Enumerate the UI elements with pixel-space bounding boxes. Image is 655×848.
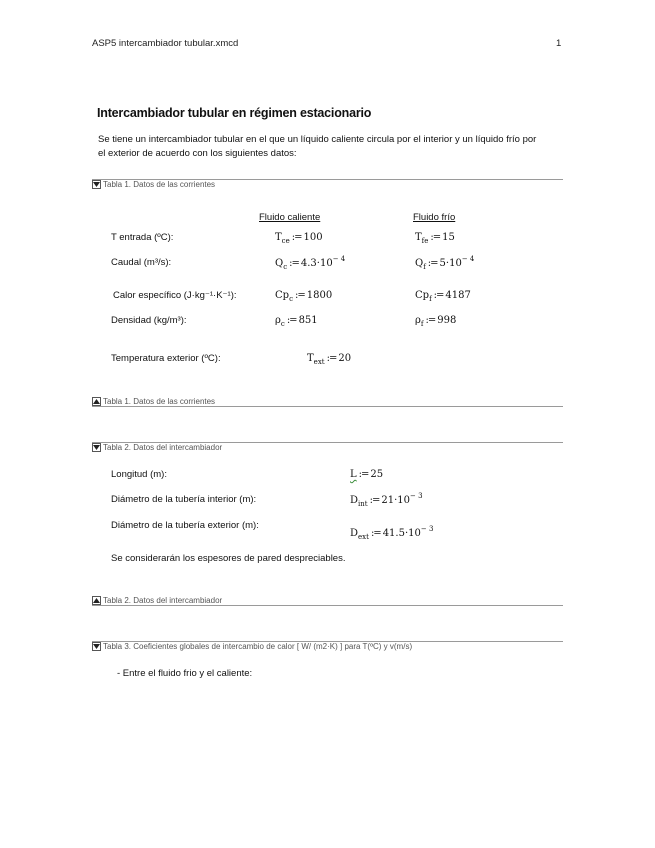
math-region-dext[interactable] — [350, 525, 433, 541]
assign-operator: := — [370, 528, 381, 539]
variable-subscript: ext — [313, 358, 325, 366]
region-label-text: Tabla 1. Datos de las corrientes — [103, 397, 216, 406]
expand-triangle-up-icon[interactable] — [92, 596, 101, 605]
column-header-cold: Fluido frío — [413, 212, 456, 223]
math-region-text[interactable] — [307, 353, 351, 366]
variable-value: 1800 — [306, 290, 333, 301]
variable-subscript: c — [283, 263, 288, 271]
math-region-dint[interactable] — [350, 492, 423, 508]
variable-exponent: − 4 — [461, 255, 475, 263]
column-header-hot: Fluido caliente — [259, 212, 321, 223]
variable-value: 4187 — [445, 290, 471, 301]
variable-symbol: L — [350, 469, 357, 480]
variable-exponent: − 3 — [409, 492, 423, 500]
bullet-cold-hot-exchange: - Entre el fluido frio y el caliente: — [117, 668, 253, 679]
row-label-inner-diameter: Diámetro de la tubería interior (m): — [111, 494, 257, 505]
variable-value: 100 — [303, 232, 323, 243]
assign-operator: := — [326, 353, 337, 364]
region-divider — [92, 406, 563, 407]
variable-subscript: int — [358, 500, 368, 508]
variable-exponent: − 3 — [420, 525, 434, 533]
row-label-external-temperature: Temperatura exterior (ºC): — [111, 353, 221, 364]
region-header-table2[interactable] — [92, 443, 222, 452]
variable-subscript: fe — [421, 237, 429, 245]
math-region-qc[interactable] — [275, 255, 345, 271]
region-label-text: Tabla 3. Coeficientes globales de intercambio de calor [ W/ (m2·K) ] para T(ºC) y v(m/s) — [103, 642, 413, 651]
variable-value: 25 — [370, 469, 384, 480]
region-header-table1[interactable] — [92, 180, 215, 189]
variable-symbol: Q — [415, 258, 424, 269]
assign-operator: := — [433, 290, 444, 301]
page-title: Intercambiador tubular en régimen estacionario — [97, 106, 372, 120]
row-label-outer-diameter: Diámetro de la tubería exterior (m): — [111, 520, 259, 531]
page-number: 1 — [556, 38, 562, 49]
collapse-triangle-down-icon[interactable] — [92, 642, 101, 651]
region-label-text: Tabla 2. Datos del intercambiador — [103, 443, 223, 452]
row-label-length: Longitud (m): — [111, 469, 167, 480]
math-region-cpf[interactable] — [415, 290, 471, 303]
variable-symbol: T — [307, 353, 314, 364]
assign-operator: := — [286, 315, 297, 326]
assign-operator: := — [369, 495, 380, 506]
variable-value: 20 — [338, 353, 352, 364]
assign-operator: := — [427, 258, 438, 269]
variable-subscript: c — [280, 320, 285, 328]
variable-subscript: f — [423, 263, 426, 271]
variable-subscript: ext — [358, 533, 369, 541]
math-region-length[interactable] — [350, 469, 383, 480]
row-label-flow-rate: Caudal (m³/s): — [111, 257, 172, 268]
variable-exponent: − 4 — [332, 255, 346, 263]
collapse-triangle-down-icon[interactable] — [92, 180, 101, 189]
variable-symbol: D — [350, 495, 359, 506]
region-header-table3[interactable] — [92, 642, 412, 651]
math-region-rhoc[interactable] — [275, 315, 318, 328]
variable-symbol: T — [275, 232, 282, 243]
region-footer-table2[interactable] — [92, 596, 222, 605]
variable-symbol: Cp — [275, 290, 290, 301]
math-region-tce[interactable] — [275, 232, 323, 245]
collapse-triangle-down-icon[interactable] — [92, 443, 101, 452]
variable-symbol: T — [415, 232, 422, 243]
document-filename: ASP5 intercambiador tubular.xmcd — [92, 38, 239, 49]
intro-paragraph: Se tiene un intercambiador tubular en el que un líquido caliente circula por el interior y un líquido frío por el exterior de acuerdo con los siguientes datos: — [98, 134, 537, 159]
region-footer-table1[interactable] — [92, 397, 215, 406]
variable-value: 15 — [442, 232, 455, 243]
variable-value: 41.5·10 — [382, 528, 421, 539]
row-label-density: Densidad (kg/m³): — [111, 315, 187, 326]
variable-value: 998 — [437, 315, 457, 326]
variable-value: 851 — [298, 315, 318, 326]
region-divider — [92, 605, 563, 606]
assign-operator: := — [289, 258, 299, 269]
variable-value: 21·10 — [381, 495, 410, 506]
assign-operator: := — [430, 232, 441, 243]
row-label-inlet-temperature: T entrada (ºC): — [111, 232, 174, 243]
assign-operator: := — [358, 469, 369, 480]
math-region-tfe[interactable] — [415, 232, 455, 245]
assign-operator: := — [291, 232, 302, 243]
variable-subscript: ce — [281, 237, 290, 245]
assign-operator: := — [294, 290, 305, 301]
variable-symbol: D — [350, 528, 359, 539]
variable-subscript: f — [420, 320, 424, 328]
region-label-text: Tabla 1. Datos de las corrientes — [103, 180, 216, 189]
variable-symbol: ρ — [275, 315, 281, 326]
variable-subscript: c — [289, 295, 293, 303]
math-region-cpc[interactable] — [275, 290, 332, 303]
row-label-specific-heat: Calor específico (J·kg⁻¹·K⁻¹): — [113, 290, 237, 301]
variable-subscript: f — [429, 295, 432, 303]
region-label-text: Tabla 2. Datos del intercambiador — [103, 596, 223, 605]
variable-symbol: ρ — [415, 315, 421, 326]
note-wall-thickness: Se considerarán los espesores de pared despreciables. — [111, 553, 346, 564]
assign-operator: := — [425, 315, 436, 326]
variable-value: 4.3·10 — [300, 258, 333, 269]
math-region-rhof[interactable] — [415, 315, 456, 328]
variable-symbol: Q — [275, 258, 284, 269]
math-region-qf[interactable] — [415, 255, 474, 271]
variable-value: 5·10 — [439, 258, 462, 269]
variable-symbol: Cp — [415, 290, 430, 301]
expand-triangle-up-icon[interactable] — [92, 397, 101, 406]
